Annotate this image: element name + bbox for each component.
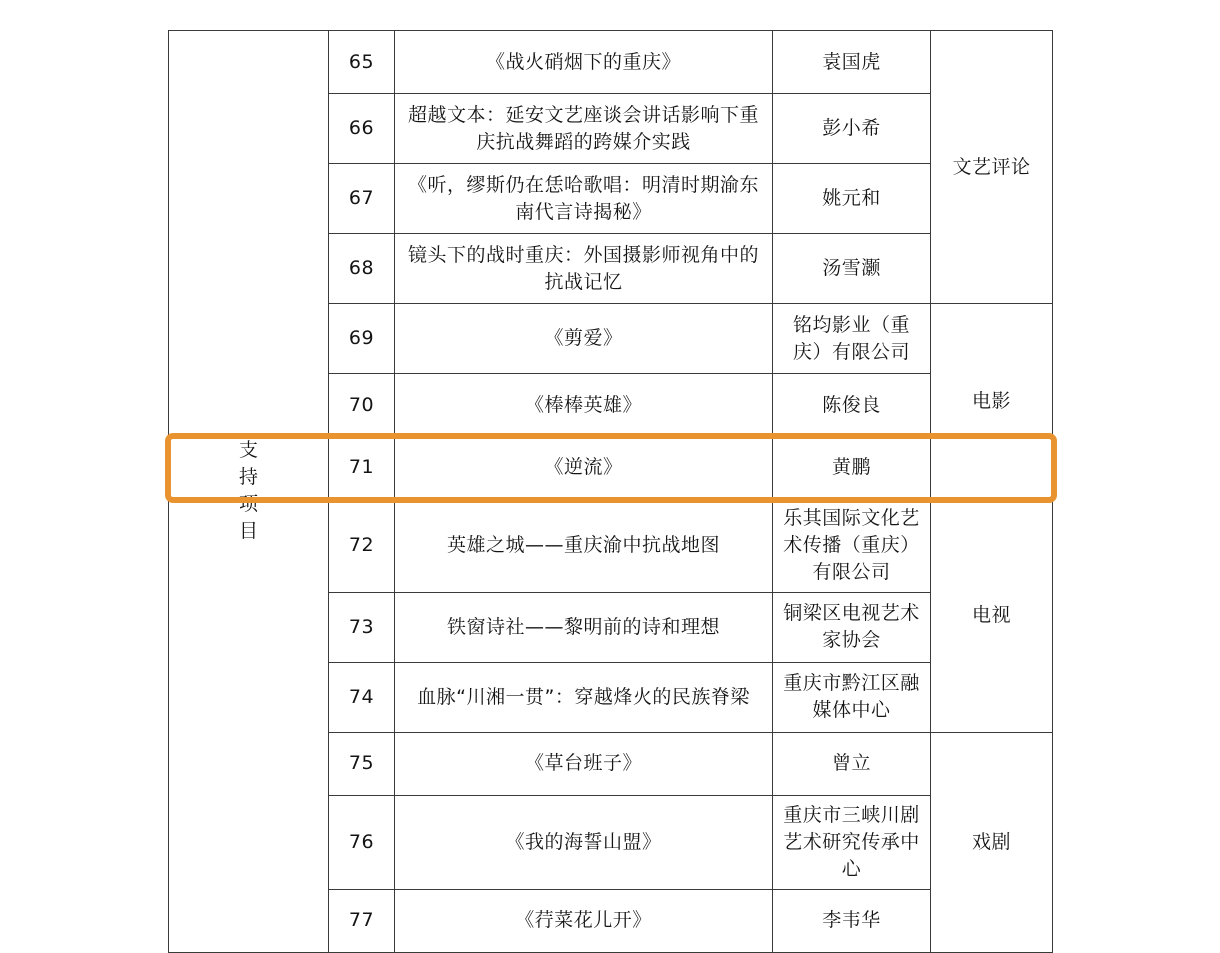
project-name: 《荇菜花儿开》: [395, 889, 773, 952]
applicant-unit: 曾立: [773, 732, 931, 795]
project-type: 电视: [931, 499, 1053, 733]
project-type: 戏剧: [931, 732, 1053, 952]
project-name: 《棒棒英雄》: [395, 374, 773, 437]
row-number: 75: [329, 732, 395, 795]
row-number: 65: [329, 31, 395, 94]
project-name: 英雄之城——重庆渝中抗战地图: [395, 499, 773, 593]
project-name: 《草台班子》: [395, 732, 773, 795]
applicant-unit: 汤雪灏: [773, 234, 931, 304]
project-type: 电影: [931, 304, 1053, 499]
applicant-unit: 黄鹏: [773, 437, 931, 499]
category-cell: [169, 31, 329, 953]
applicant-unit: 重庆市黔江区融媒体中心: [773, 662, 931, 732]
project-name: 血脉“川湘一贯”：穿越烽火的民族脊梁: [395, 662, 773, 732]
applicant-unit: 陈俊良: [773, 374, 931, 437]
table-row: [169, 31, 1053, 94]
row-number: 71: [329, 437, 395, 499]
applicant-unit: 姚元和: [773, 164, 931, 234]
project-name: 《逆流》: [395, 437, 773, 499]
project-name: 《剪爱》: [395, 304, 773, 374]
row-number: 67: [329, 164, 395, 234]
row-number: 66: [329, 94, 395, 164]
applicant-unit: 重庆市三峡川剧艺术研究传承中心: [773, 795, 931, 889]
applicant-unit: 彭小希: [773, 94, 931, 164]
project-name: 镜头下的战时重庆：外国摄影师视角中的抗战记忆: [395, 234, 773, 304]
project-name: 《我的海誓山盟》: [395, 795, 773, 889]
project-table: [168, 30, 1053, 953]
applicant-unit: 李韦华: [773, 889, 931, 952]
row-number: 74: [329, 662, 395, 732]
row-number: 77: [329, 889, 395, 952]
row-number: 70: [329, 374, 395, 437]
row-number: 69: [329, 304, 395, 374]
applicant-unit: 乐其国际文化艺术传播（重庆）有限公司: [773, 499, 931, 593]
project-name: 《战火硝烟下的重庆》: [395, 31, 773, 94]
applicant-unit: 铜梁区电视艺术家协会: [773, 592, 931, 662]
category-label: 支持项目: [239, 439, 259, 543]
project-name: 铁窗诗社——黎明前的诗和理想: [395, 592, 773, 662]
row-number: 73: [329, 592, 395, 662]
table-container: [168, 30, 1052, 953]
applicant-unit: 铭均影业（重庆）有限公司: [773, 304, 931, 374]
row-number: 72: [329, 499, 395, 593]
row-number: 68: [329, 234, 395, 304]
project-name: 《听，缪斯仍在恁哈歌唱：明清时期渝东南代言诗揭秘》: [395, 164, 773, 234]
row-number: 76: [329, 795, 395, 889]
project-type: 文艺评论: [931, 31, 1053, 304]
project-name: 超越文本：延安文艺座谈会讲话影响下重庆抗战舞蹈的跨媒介实践: [395, 94, 773, 164]
applicant-unit: 袁国虎: [773, 31, 931, 94]
